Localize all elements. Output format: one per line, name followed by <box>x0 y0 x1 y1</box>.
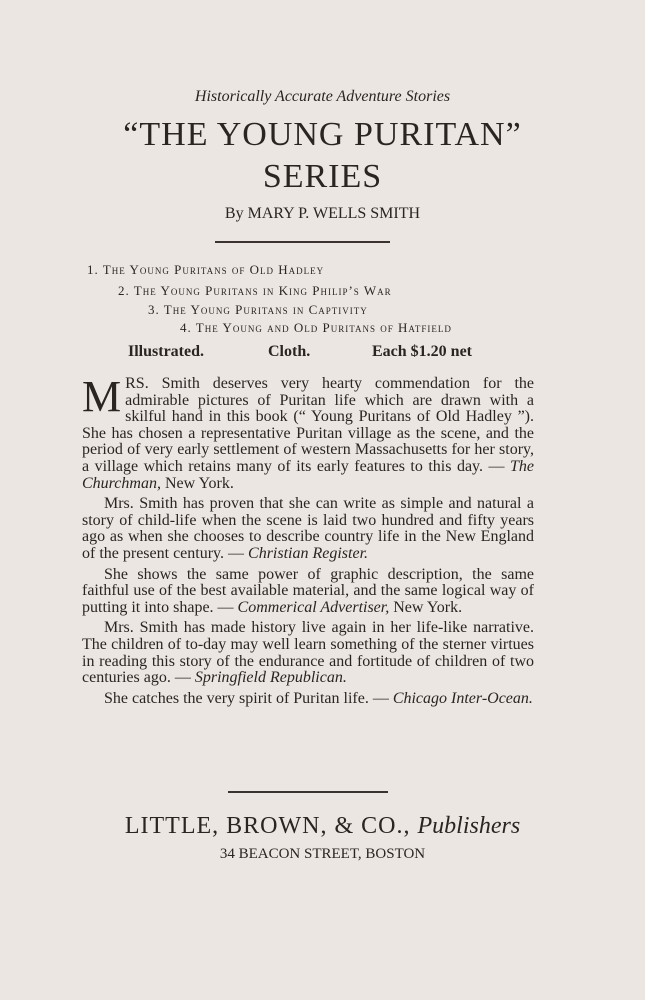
review-text: She shows the same power of graphic description, the same faithful use of the best available material, and the same logical way of putting it into shape. — <box>82 565 534 616</box>
review-source: The Churchman, <box>82 457 534 492</box>
review-source: Christian Register. <box>248 544 369 562</box>
review-4 <box>82 620 534 686</box>
drop-cap: M <box>82 372 122 421</box>
review-5 <box>82 691 534 708</box>
book-item-4: 4. The Young and Old Puritans of Hatfield <box>180 320 452 335</box>
book-item-3: 3. The Young Puritans in Captivity <box>148 302 368 317</box>
author-line: By MARY P. WELLS SMITH <box>224 205 421 222</box>
review-source: Commerical Advertiser, <box>237 598 390 616</box>
review-1 <box>82 372 534 492</box>
binding-label: Cloth. <box>268 343 311 360</box>
review-text: Mrs. Smith has proven that she can write as simple and natural a story of child-life when the scene is laid two hundred and fifty years ago as when she chooses to describe country life in the New England of the present century. — <box>82 495 534 562</box>
top-divider <box>215 241 390 243</box>
book-item-1: 1. The Young Puritans of Old Hadley <box>87 262 325 277</box>
review-source: Chicago Inter-Ocean. <box>392 689 533 707</box>
series-title-line2: SERIES <box>262 158 383 195</box>
publisher-line <box>0 813 645 840</box>
series-subtitle: Historically Accurate Adventure Stories <box>194 88 451 105</box>
price-label: Each $1.20 net <box>372 343 472 360</box>
review-2 <box>82 496 534 562</box>
review-text: Mrs. Smith has made history live again in her life-like narrative. The children of to-day may well learn something of the sterner virtues in reading this story of the endurance and fortitude of children of two centuries ago. — <box>82 619 534 687</box>
publisher-address: 34 BEACON STREET, BOSTON <box>219 846 426 862</box>
review-source: Springfield Republican. <box>194 669 347 687</box>
publisher-name: LITTLE, BROWN, & CO., <box>124 813 411 839</box>
review-text: RS. Smith deserves very hearty commendation for the admirable pictures of Puritan life which are drawn with a skilful hand in this book (“ Young Puritans of Old Hadley ”). She has chosen a representative Puritan village as the scene, and the period of very early settlement of western Massachusetts for her story, a village which retains many of its early features to this day. — <box>82 375 534 475</box>
publisher-role: Publishers <box>417 813 521 839</box>
review-3 <box>82 567 534 617</box>
review-text: She catches the very spirit of Puritan life. — <box>104 689 393 707</box>
bottom-divider <box>228 791 388 793</box>
book-item-2: 2. The Young Puritans in King Philip’s War <box>118 283 392 298</box>
series-title-line1: “THE YOUNG PURITAN” <box>123 116 522 153</box>
illustrated-label: Illustrated. <box>128 343 204 360</box>
reviews-body <box>82 372 534 711</box>
review-source-location: New York. <box>160 474 234 492</box>
review-source-location: New York. <box>389 598 463 616</box>
